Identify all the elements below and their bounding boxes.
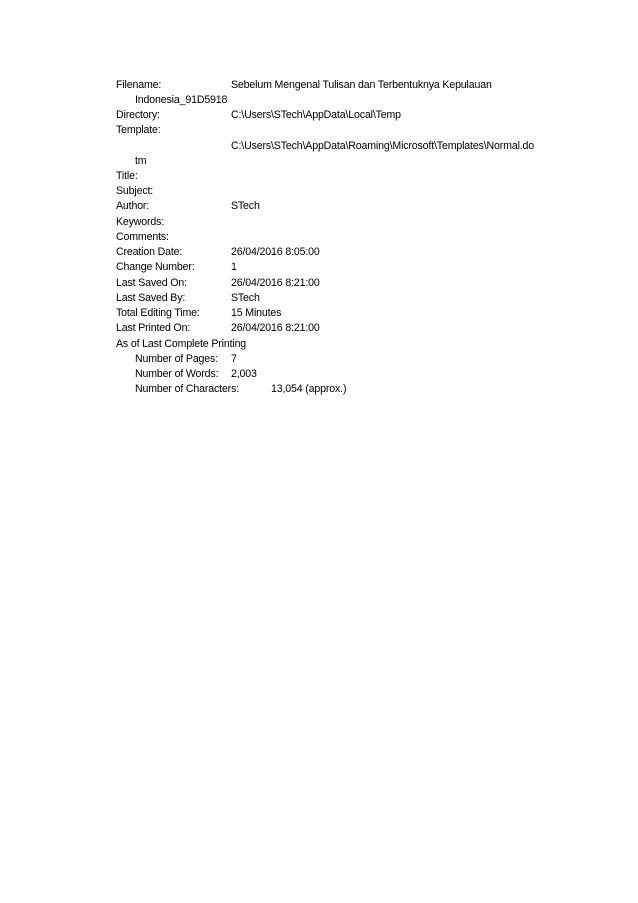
last-printed-on-label: Last Printed On:	[116, 322, 191, 334]
last-saved-on-value: 26/04/2016 8:21:00	[231, 277, 320, 289]
change-number-value: 1	[231, 261, 237, 273]
filename-label: Filename:	[116, 79, 162, 91]
creation-date-label: Creation Date:	[116, 246, 183, 258]
title-label: Title:	[116, 170, 138, 182]
directory-label: Directory:	[116, 109, 160, 121]
total-editing-time-label: Total Editing Time:	[116, 307, 200, 319]
subject-label: Subject:	[116, 185, 154, 197]
template-value-continued: tm	[135, 155, 147, 167]
keywords-label: Keywords:	[116, 216, 165, 228]
words-label: Number of Words:	[135, 368, 219, 380]
author-label: Author:	[116, 200, 150, 212]
creation-date-value: 26/04/2016 8:05:00	[231, 246, 320, 258]
author-value: STech	[231, 200, 260, 212]
comments-label: Comments:	[116, 231, 169, 243]
printing-header: As of Last Complete Printing	[116, 338, 247, 350]
last-saved-by-value: STech	[231, 292, 260, 304]
words-value: 2,003	[231, 368, 257, 380]
template-value: C:\Users\STech\AppData\Roaming\Microsoft\Templates\Normal.do	[231, 140, 535, 152]
change-number-label: Change Number:	[116, 261, 195, 273]
filename-value: Sebelum Mengenal Tulisan dan Terbentuknya Kepulauan	[231, 79, 492, 91]
directory-value: C:\Users\STech\AppData\Local\Temp	[231, 109, 401, 121]
total-editing-time-value: 15 Minutes	[231, 307, 282, 319]
pages-value: 7	[231, 353, 237, 365]
filename-value-continued: Indonesia_91D5918	[135, 94, 228, 106]
last-printed-on-value: 26/04/2016 8:21:00	[231, 322, 320, 334]
pages-label: Number of Pages:	[135, 353, 218, 365]
template-label: Template:	[116, 124, 161, 136]
characters-label: Number of Characters:	[135, 383, 240, 395]
last-saved-on-label: Last Saved On:	[116, 277, 187, 289]
characters-value: 13,054 (approx.)	[271, 383, 347, 395]
last-saved-by-label: Last Saved By:	[116, 292, 186, 304]
